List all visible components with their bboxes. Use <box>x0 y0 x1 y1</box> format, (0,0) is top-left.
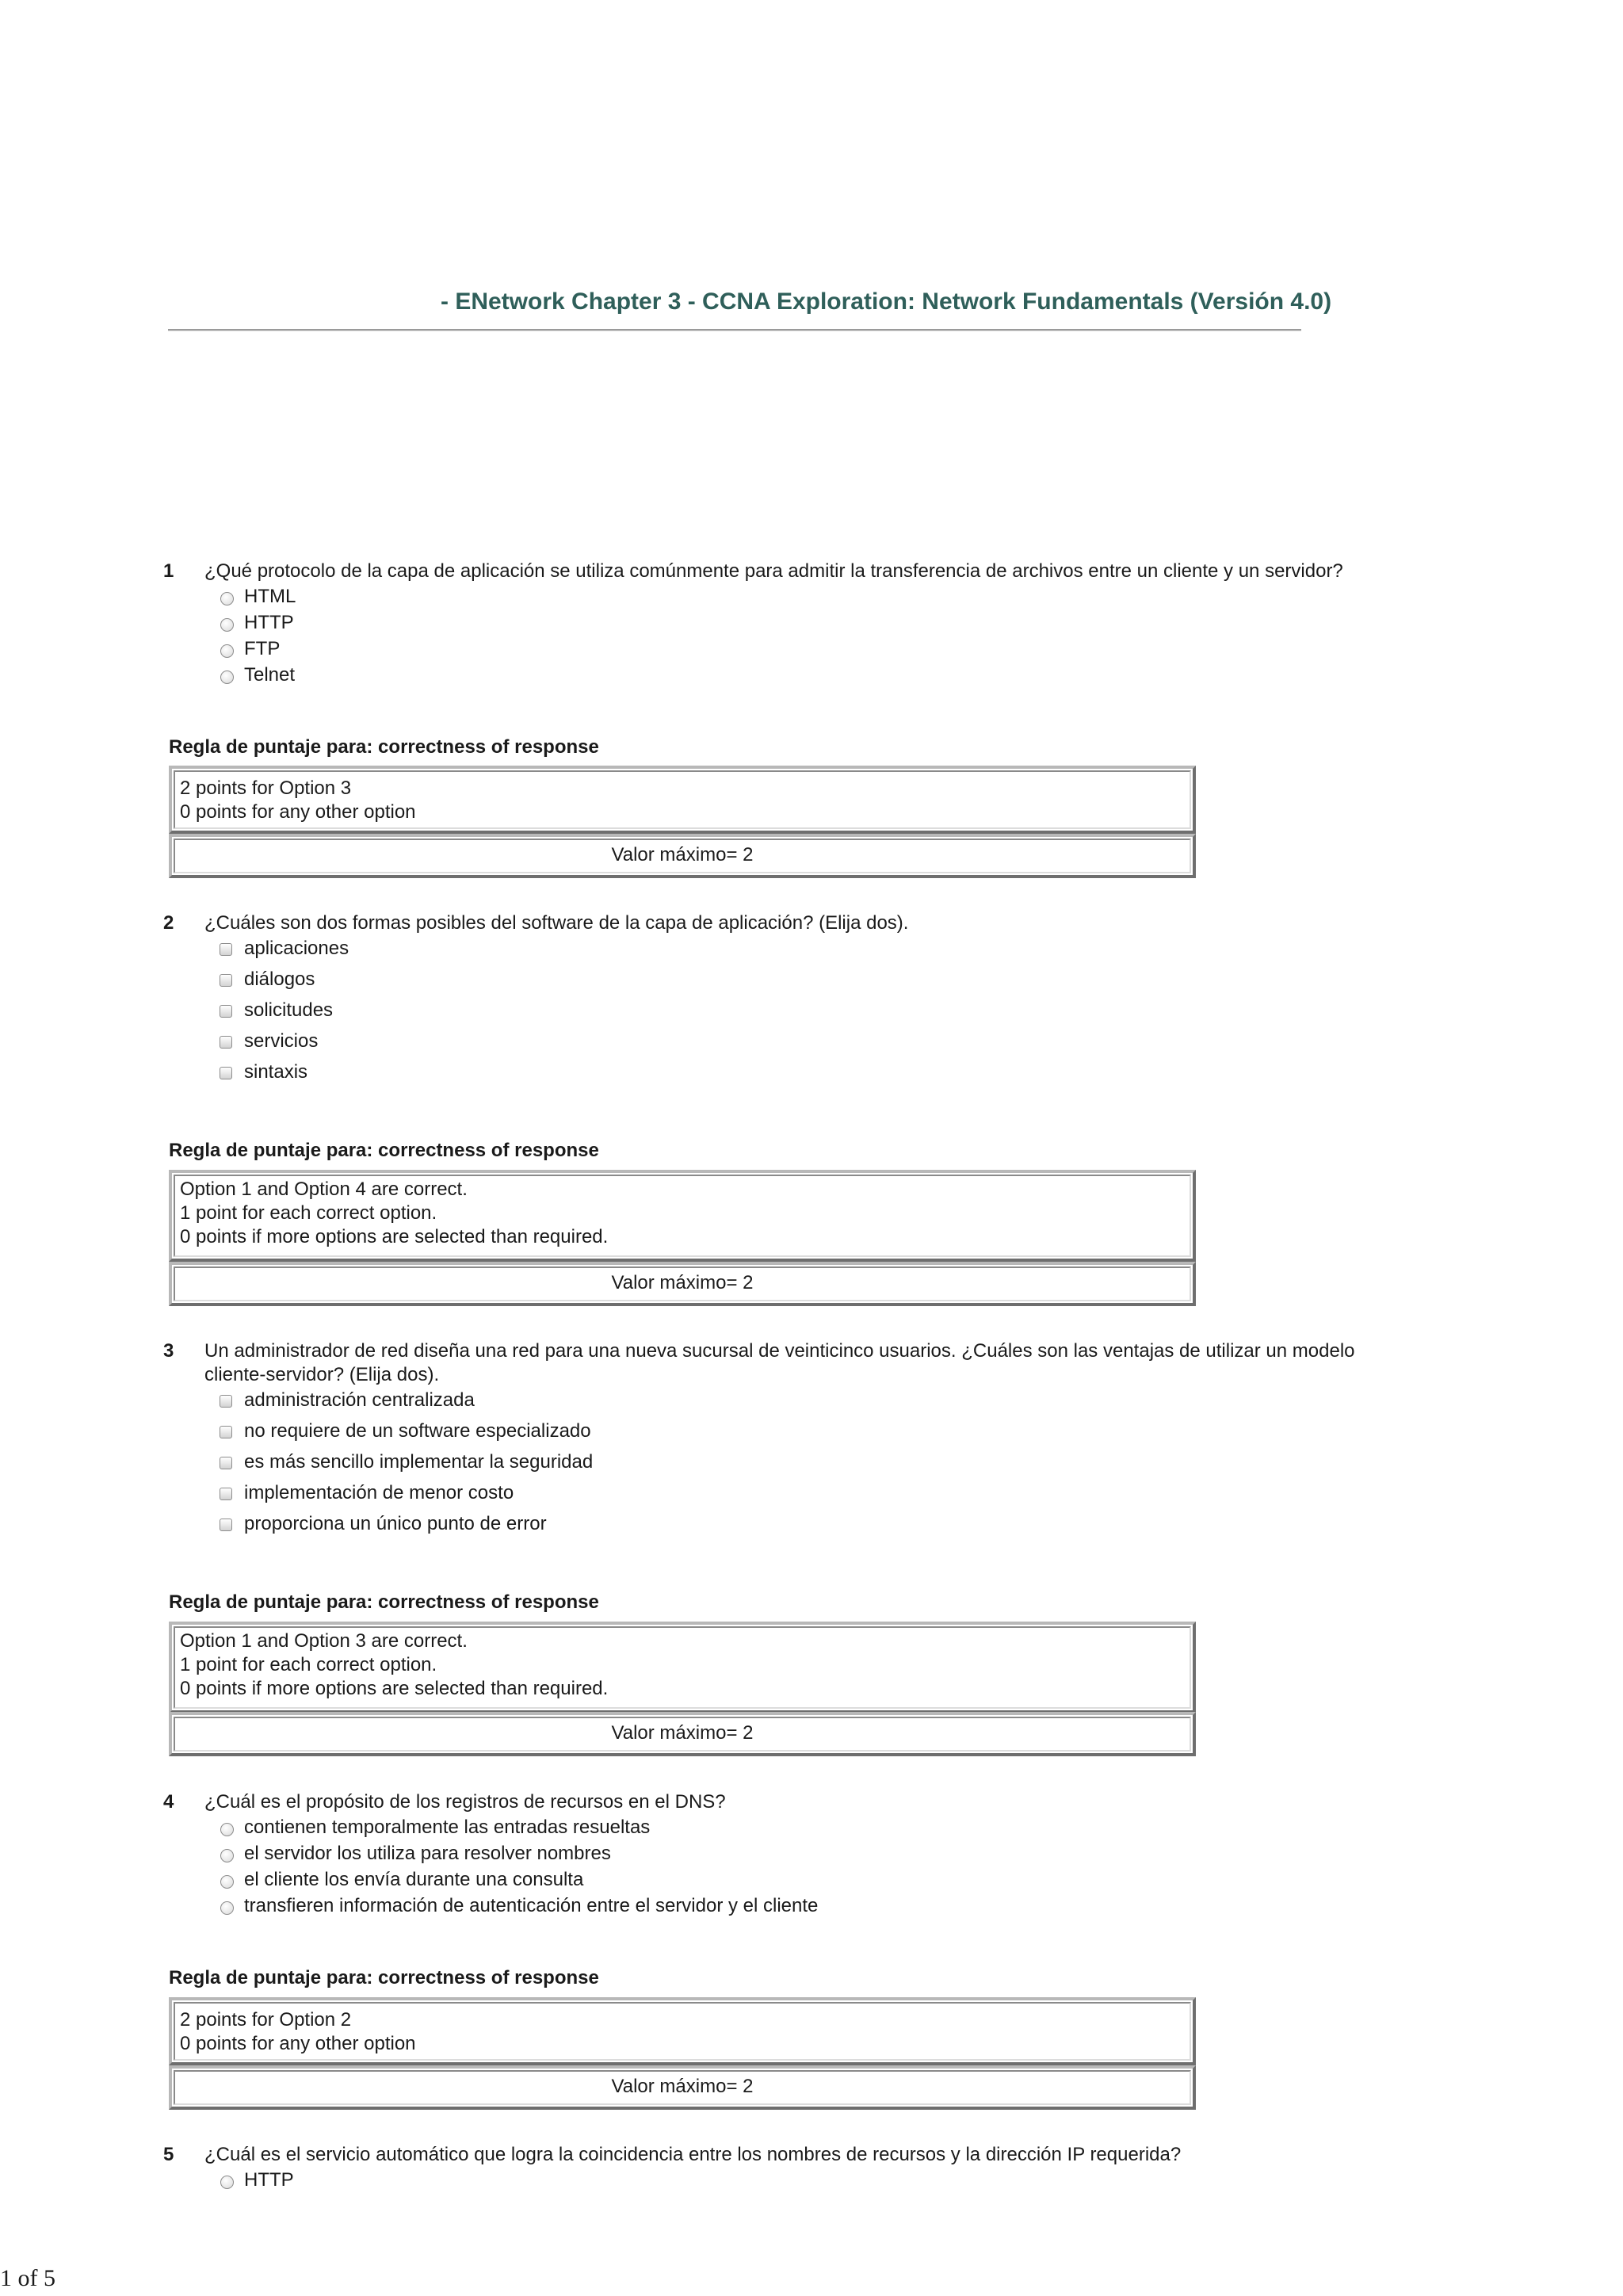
scoring-rule-heading: Regla de puntaje para: correctness of response <box>169 1967 599 1988</box>
option-1[interactable] <box>216 937 349 968</box>
option-label: sintaxis <box>244 1061 308 1083</box>
scoring-rule-content <box>174 1175 1191 1257</box>
radio-button-icon[interactable] <box>220 670 234 684</box>
option-1[interactable] <box>216 1816 818 1842</box>
scoring-rule-content <box>174 1626 1191 1709</box>
option-label: es más sencillo implementar la seguridad <box>244 1451 594 1473</box>
checkbox-icon[interactable] <box>220 1005 232 1018</box>
option-5[interactable] <box>216 1060 349 1091</box>
scoring-rule-box <box>169 766 1196 834</box>
option-label: HTTP <box>244 2169 294 2191</box>
checkbox-icon[interactable] <box>220 1519 232 1531</box>
option-1[interactable] <box>216 585 296 611</box>
question-number: 4 <box>163 1791 174 1813</box>
question-number: 1 <box>163 560 174 582</box>
radio-button-icon[interactable] <box>220 644 234 658</box>
radio-button-icon[interactable] <box>220 1823 234 1836</box>
question-text: ¿Qué protocolo de la capa de aplicación se utiliza comúnmente para admitir la transferencia de archivos entre un cliente y un servidor? <box>204 560 1343 582</box>
option-label: solicitudes <box>244 999 334 1021</box>
option-3[interactable] <box>216 1450 593 1481</box>
option-2[interactable] <box>216 1842 818 1868</box>
title-divider <box>168 329 1301 331</box>
question-text <box>204 1339 1552 1387</box>
option-label: el servidor los utiliza para resolver nombres <box>244 1843 611 1864</box>
answer-options <box>216 2168 294 2195</box>
max-value-text: Valor máximo= 2 <box>174 2070 1191 2105</box>
radio-button-icon[interactable] <box>220 1875 234 1889</box>
question-number: 3 <box>163 1340 174 1362</box>
scoring-rule-line: 1 point for each correct option. <box>180 1202 437 1224</box>
scoring-rule-line: 0 points if more options are selected than required. <box>180 1226 609 1247</box>
radio-button-icon[interactable] <box>220 618 234 632</box>
radio-button-icon[interactable] <box>220 2176 234 2189</box>
option-label: proporciona un único punto de error <box>244 1513 547 1534</box>
question-text: ¿Cuáles son dos formas posibles del software de la capa de aplicación? (Elija dos). <box>204 912 909 934</box>
scoring-rule-content <box>174 770 1191 829</box>
question-text: ¿Cuál es el servicio automático que logra la coincidencia entre los nombres de recursos y la dirección IP requerida? <box>204 2144 1182 2165</box>
checkbox-icon[interactable] <box>220 1488 232 1500</box>
scoring-rule-heading: Regla de puntaje para: correctness of response <box>169 1591 599 1613</box>
option-3[interactable] <box>216 999 349 1030</box>
question-number: 2 <box>163 912 174 934</box>
scoring-rule-line: 0 points if more options are selected than required. <box>180 1678 609 1699</box>
scoring-rule-line: Option 1 and Option 3 are correct. <box>180 1630 468 1652</box>
option-2[interactable] <box>216 1419 593 1450</box>
radio-button-icon[interactable] <box>220 1849 234 1862</box>
option-label: diálogos <box>244 968 315 990</box>
question-text-line: cliente-servidor? (Elija dos). <box>204 1364 440 1385</box>
scoring-rule-heading: Regla de puntaje para: correctness of response <box>169 736 599 758</box>
checkbox-icon[interactable] <box>220 1426 232 1438</box>
answer-options <box>216 1816 818 1920</box>
question-number: 5 <box>163 2144 174 2165</box>
max-value-box <box>169 2065 1196 2110</box>
scoring-rule-line: Option 1 and Option 4 are correct. <box>180 1179 468 1200</box>
option-label: el cliente los envía durante una consulta <box>244 1869 584 1890</box>
checkbox-icon[interactable] <box>220 1395 232 1408</box>
option-2[interactable] <box>216 611 296 637</box>
scoring-rule-line: 2 points for Option 2 <box>180 2009 352 2030</box>
option-label: no requiere de un software especializado <box>244 1420 591 1442</box>
option-label: HTTP <box>244 612 294 633</box>
option-label: Telnet <box>244 664 296 686</box>
max-value-box <box>169 1712 1196 1756</box>
option-label: HTML <box>244 586 296 607</box>
checkbox-icon[interactable] <box>220 1067 232 1079</box>
max-value-box <box>169 834 1196 878</box>
option-2[interactable] <box>216 968 349 999</box>
checkbox-icon[interactable] <box>220 1036 232 1049</box>
scoring-rule-line: 0 points for any other option <box>180 2033 416 2054</box>
scoring-rule-line: 0 points for any other option <box>180 801 416 823</box>
radio-button-icon[interactable] <box>220 592 234 606</box>
max-value-text: Valor máximo= 2 <box>174 1717 1191 1752</box>
scoring-rule-line: 2 points for Option 3 <box>180 777 352 799</box>
question-text-line: Un administrador de red diseña una red para una nueva sucursal de veinticinco usuarios. ¿Cuáles son las ventajas de utilizar un modelo <box>204 1340 1355 1362</box>
scoring-rule-line: 1 point for each correct option. <box>180 1654 437 1675</box>
option-label: administración centralizada <box>244 1389 475 1411</box>
option-label: FTP <box>244 638 281 659</box>
max-value-box <box>169 1262 1196 1306</box>
radio-button-icon[interactable] <box>220 1901 234 1915</box>
option-label: servicios <box>244 1030 319 1052</box>
option-label: implementación de menor costo <box>244 1482 514 1503</box>
scoring-rule-heading: Regla de puntaje para: correctness of response <box>169 1140 599 1161</box>
answer-options <box>216 937 349 1091</box>
checkbox-icon[interactable] <box>220 943 232 956</box>
page-title: - ENetwork Chapter 3 - CCNA Exploration: Network Fundamentals (Versión 4.0) <box>441 288 1332 315</box>
answer-options <box>216 1389 593 1543</box>
option-1[interactable] <box>216 1389 593 1419</box>
option-3[interactable] <box>216 1868 818 1894</box>
option-4[interactable] <box>216 1894 818 1920</box>
option-4[interactable] <box>216 1030 349 1060</box>
option-3[interactable] <box>216 637 296 663</box>
option-1[interactable] <box>216 2168 294 2195</box>
checkbox-icon[interactable] <box>220 974 232 987</box>
checkbox-icon[interactable] <box>220 1457 232 1469</box>
scoring-rule-content <box>174 2002 1191 2061</box>
question-text: ¿Cuál es el propósito de los registros de recursos en el DNS? <box>204 1791 726 1813</box>
scoring-rule-box <box>169 1622 1196 1713</box>
answer-options <box>216 585 296 690</box>
option-4[interactable] <box>216 663 296 690</box>
option-5[interactable] <box>216 1512 593 1543</box>
page-number: 1 of 5 <box>0 2265 55 2291</box>
scoring-rule-box <box>169 1170 1196 1262</box>
max-value-text: Valor máximo= 2 <box>174 1266 1191 1301</box>
option-4[interactable] <box>216 1481 593 1512</box>
option-label: aplicaciones <box>244 938 349 959</box>
option-label: transfieren información de autenticación entre el servidor y el cliente <box>244 1895 819 1916</box>
max-value-text: Valor máximo= 2 <box>174 839 1191 873</box>
scoring-rule-box <box>169 1997 1196 2065</box>
option-label: contienen temporalmente las entradas resueltas <box>244 1817 651 1838</box>
